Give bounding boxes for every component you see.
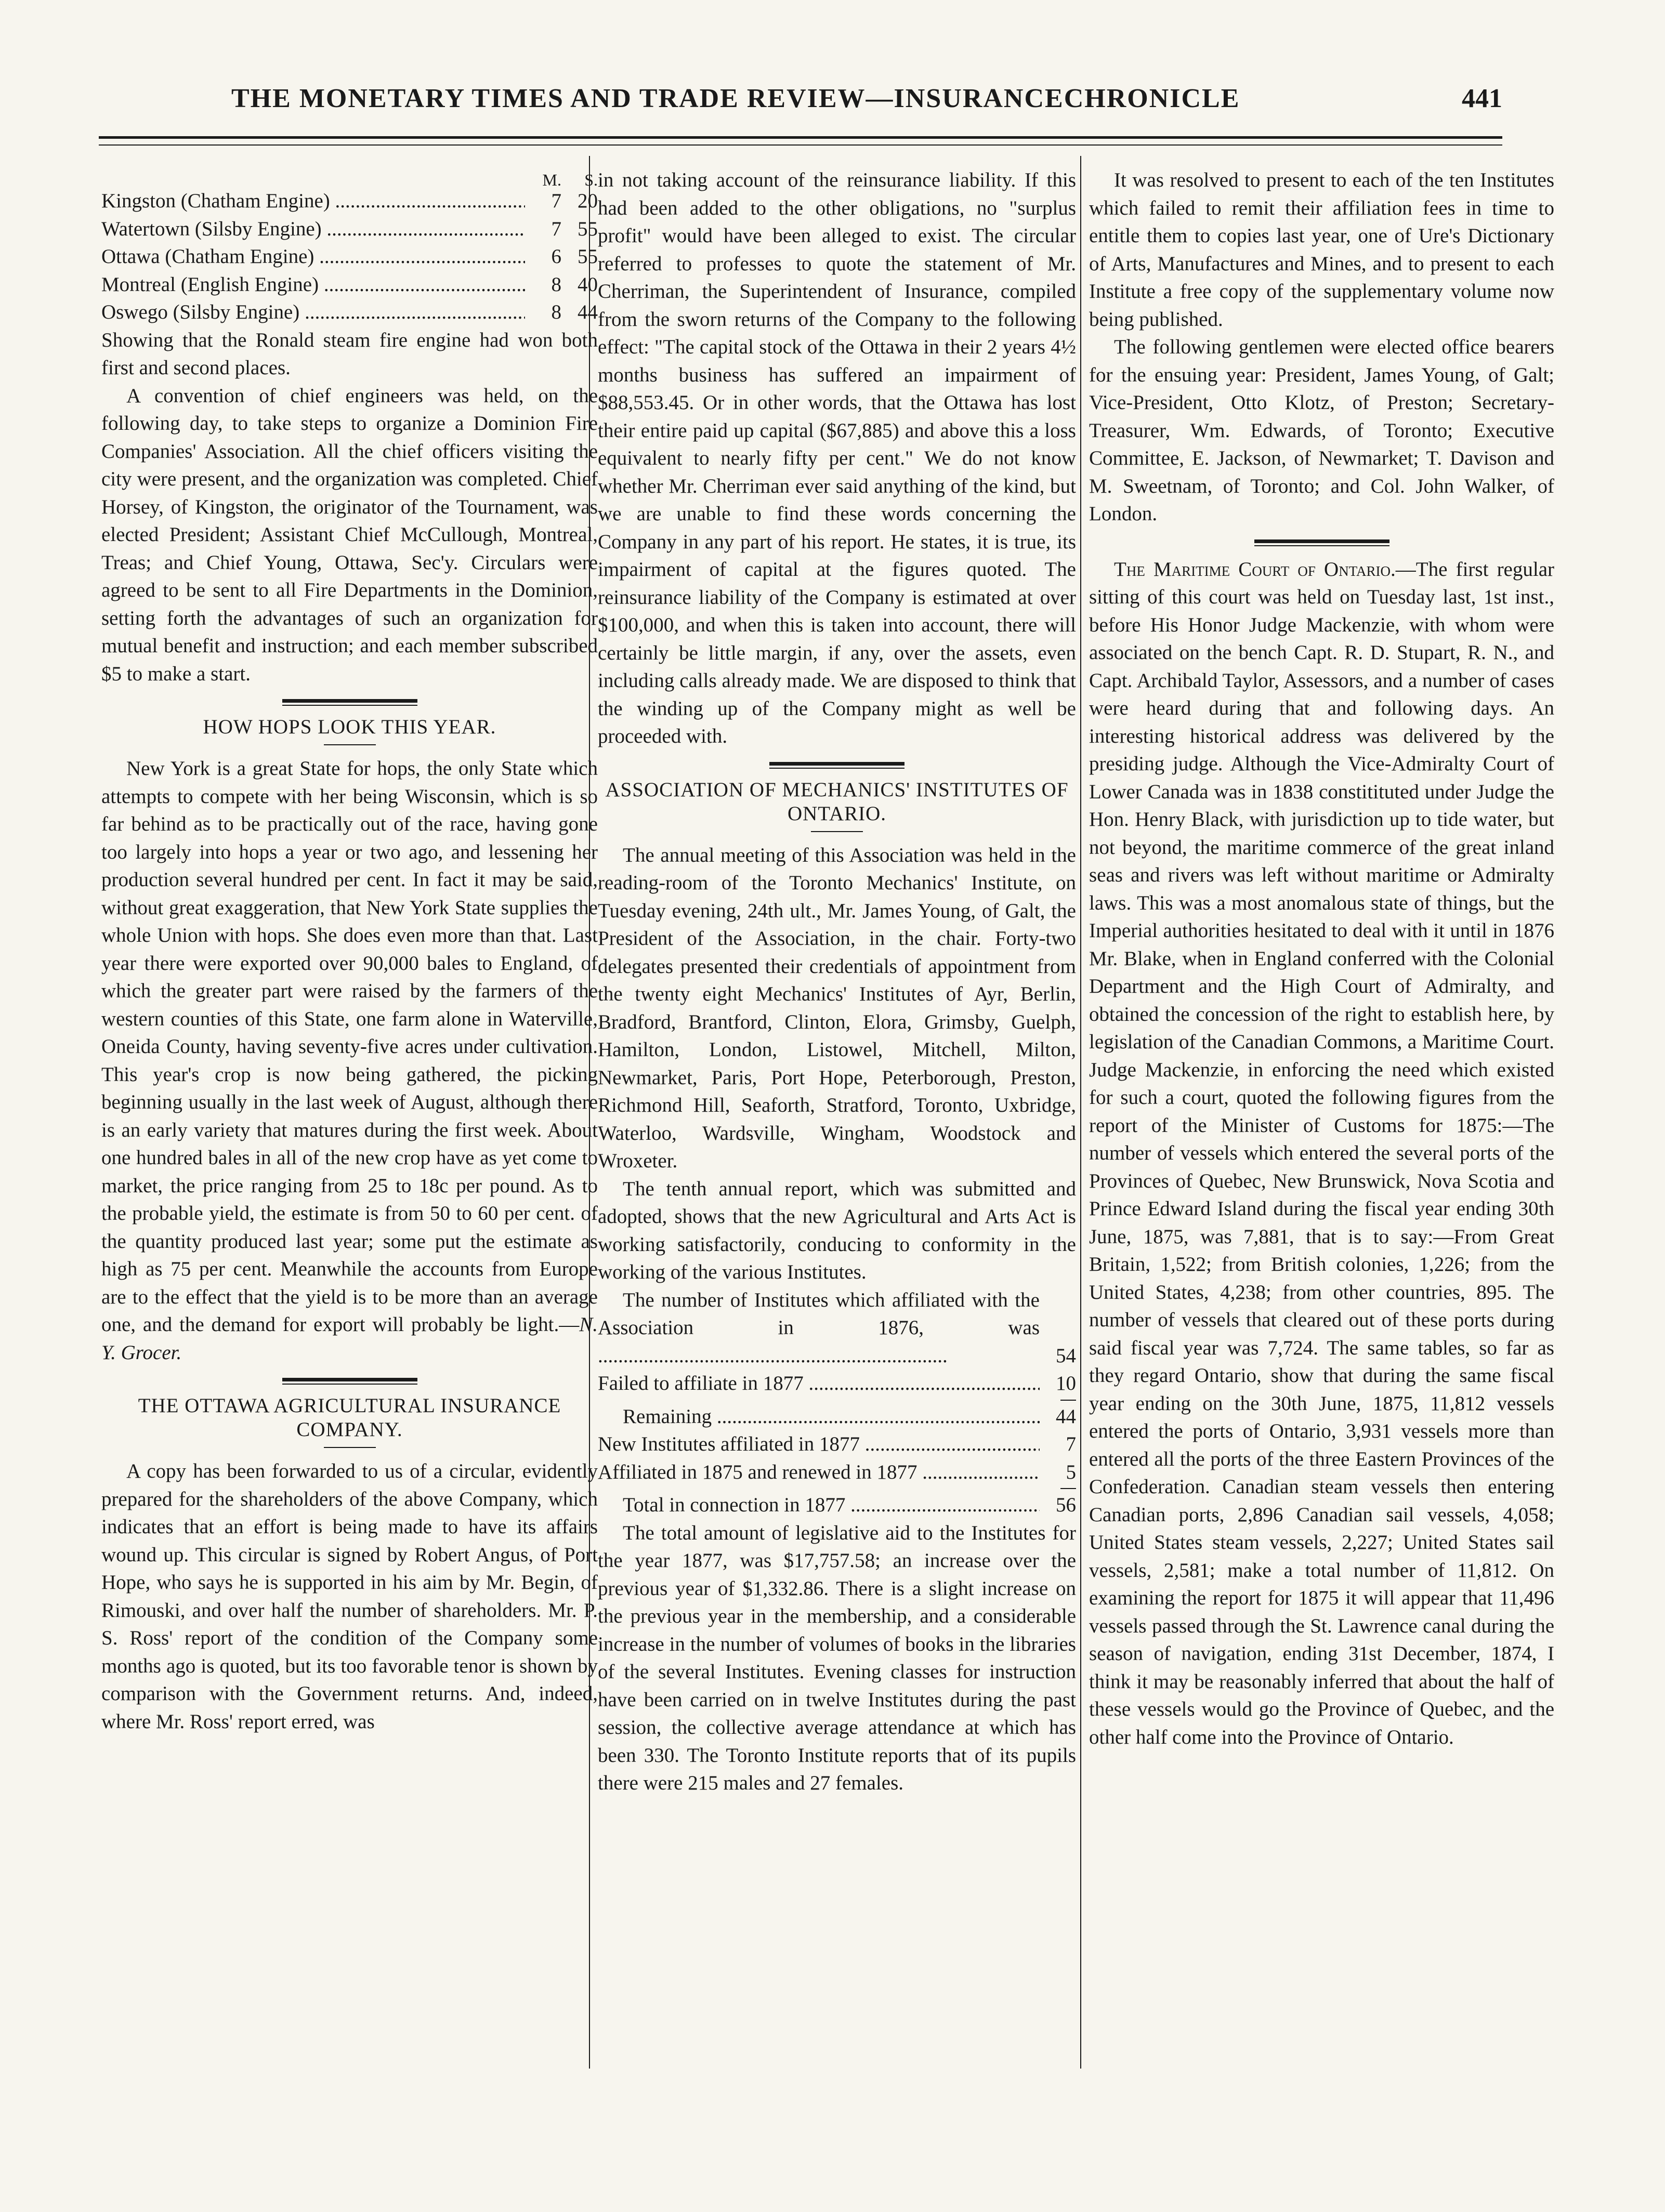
summary-label: Failed to affiliate in 1877 ..... bbox=[598, 1370, 1040, 1398]
heading-rule bbox=[811, 831, 863, 832]
times-row-minutes: 8 bbox=[551, 273, 561, 296]
paragraph: A copy has been forwarded to us of a circular, evidently prepared for the shareholders of the above Company, which indicates that an effort is being made to have its affairs wound up. This circular is signed by Robert Angus, of Port Hope, who says he is supported in his aim by Mr. Begin, of Rimouski, and over half the number of shareholders. Mr. P. S. Ross' report of the condition of the Company some months ago is quoted, but its too favorable tenor is shown by comparison with the Government returns. And, indeed, where Mr. Ross' report erred, was bbox=[101, 1460, 598, 1733]
masthead bbox=[104, 83, 1502, 120]
association-heading: ASSOCIATION OF MECHANICS' INSTITUTES OF ONTARIO. bbox=[605, 778, 1069, 825]
times-row-label: Montreal (English Engine) ..... bbox=[101, 271, 525, 299]
summary-value: 5 bbox=[1066, 1460, 1076, 1483]
summary-value: 7 bbox=[1066, 1433, 1076, 1455]
times-row bbox=[101, 215, 598, 243]
paragraph: in not taking account of the reinsurance liability. If this had been added to the other obligations, no "surplus profit" would have been alleged to exist. The circular referred to professes to quote the statement of Mr. Cherriman, the Superintendent of Insurance, compiled from the sworn returns of the Company to the following effect: "The capital stock of the Ottawa in their 2 years 4½ months business has suffered an impairment of $88,553.45. Or in other words, that the Ottawa has lost their entire paid up capital ($67,885) and above this a loss equivalent to nearly fifty per cent." We do not know whether Mr. Cherriman ever said anything of the kind, but we are unable to find these words concerning the Company in any part of his report. He states, it is true, its impairment of capital at the figures quoted. The reinsurance liability of the Company is estimated at over $100,000, and when this is taken into account, there will certainly be little margin, if any, over the assets, even including calls already made. We are disposed to think that the winding up of the Company might as well be proceeded with. bbox=[598, 169, 1076, 747]
summary-value: 54 bbox=[1056, 1344, 1076, 1367]
summary-value: 56 bbox=[1056, 1494, 1076, 1516]
masthead-rule-thick bbox=[99, 136, 1502, 139]
hops-text: New York is a great State for hops, the only State which attempts to compete with her being Wisconsin, which is so far behind as to be practically out of the race, having gone too largely into hops a year or two ago, and lessening her production several hundred per cent. In fact it may be said, without great exaggeration, that New York State supplies the whole Union with hops. She does even more than that. Last year there were exported over 90,000 bales to England, of which the greater part were raised by the farmers of the western counties of this State, one farm alone in Waterville, Oneida County, having seventy-five acres under cultivation. This year's crop is now being gathered, the picking beginning usually in the last week of August, although there is an early variety that matures during the first week. About one hundred bales in all of the new crop have as yet come to market, the price ranging from 25 to 18c per pound. As to the probable yield, the estimate is from 50 to 60 per cent. of the quantity produced last year; some put the estimate as high as 75 per cent. Meanwhile the accounts from Europe are to the effect that the yield is to be more than an average one, and the demand for export will probably be light.— bbox=[101, 757, 598, 1336]
summary-row bbox=[598, 1491, 1076, 1519]
summary-row bbox=[598, 1458, 1076, 1486]
section-separator bbox=[769, 762, 904, 769]
section-separator bbox=[282, 699, 417, 706]
summary-label: Affiliated in 1875 and renewed in 1877 ..... bbox=[598, 1458, 1040, 1486]
summary-row bbox=[598, 1286, 1076, 1370]
section-separator bbox=[1254, 539, 1389, 546]
summary-rule bbox=[1060, 1488, 1076, 1489]
summary-label: New Institutes affiliated in 1877 ..... bbox=[598, 1430, 1040, 1458]
times-row-label: Kingston (Chatham Engine) ..... bbox=[101, 187, 525, 215]
summary-value: 44 bbox=[1056, 1405, 1076, 1428]
times-row-label: Ottawa (Chatham Engine) ..... bbox=[101, 243, 525, 271]
column-3 bbox=[1089, 166, 1554, 1751]
hops-heading: HOW HOPS LOOK THIS YEAR. bbox=[203, 716, 496, 738]
masthead-rule-thin bbox=[99, 144, 1502, 146]
paragraph: A convention of chief engineers was held, on the following day, to take steps to organize a Dominion Fire Companies' Association. All the chief officers visiting the city were present, and the organization was completed. Chief Horsey, of Kingston, the originator of the Tournament, was elected President; Assistant Chief McCullough, Montreal, Treas; and Chief Young, Ottawa, Sec'y. Circulars were agreed to be sent to all Fire Departments in the Dominion, setting forth the advantages of such an organization for mutual benefit and instruction; and each member subscribed $5 to make a start. bbox=[101, 384, 598, 685]
paragraph: The total amount of legislative aid to the Institutes for the year 1877, was $17,757.58; an increase over the previous year of $1,332.86. There is a slight increase on the previous year in the membership, and a considerable increase in the number of volumes of books in the libraries of the several Institutes. Evening classes for instruction have been carried on in twelve Institutes during the past session, the collective average attendance at which has been 330. The Toronto Institute reports that of its pupils there were 215 males and 27 females. bbox=[598, 1521, 1076, 1794]
column-2 bbox=[598, 166, 1076, 1797]
column-1 bbox=[101, 166, 598, 1735]
ottawa-heading: THE OTTAWA AGRICULTURAL INSURANCE COMPANY. bbox=[138, 1394, 561, 1441]
times-row-label: Oswego (Silsby Engine) ..... bbox=[101, 298, 525, 326]
paragraph: The following gentlemen were elected office bearers for the ensuing year: President, James Young, of Galt; Vice-President, Otto Klotz, of Preston; Secretary-Treasurer, Wm. Edwards, of Toronto; Executive Committee, E. Jackson, of Newmarket; T. Davison and M. Sweetnam, of Toronto; and Col. John Walker, of London. bbox=[1089, 336, 1554, 525]
times-row-minutes: 8 bbox=[551, 301, 561, 323]
summary-row bbox=[598, 1430, 1076, 1458]
paragraph: Showing that the Ronald steam fire engine had won both first and second places. bbox=[101, 328, 598, 379]
times-table bbox=[101, 187, 598, 326]
times-row-seconds: 55 bbox=[578, 217, 598, 240]
times-row bbox=[101, 271, 598, 299]
heading-rule bbox=[324, 744, 376, 745]
minutes-header: M. bbox=[542, 170, 561, 189]
paragraph bbox=[1089, 556, 1554, 1752]
times-table-header bbox=[101, 166, 598, 187]
times-row-seconds: 20 bbox=[578, 190, 598, 212]
times-row bbox=[101, 187, 598, 215]
times-row-minutes: 7 bbox=[551, 190, 561, 212]
times-row bbox=[101, 243, 598, 271]
column-divider-2 bbox=[1080, 156, 1081, 2069]
times-row-minutes: 7 bbox=[551, 217, 561, 240]
summary-label: Total in connection in 1877 ..... bbox=[623, 1491, 1040, 1519]
hops-source: N. Y. Grocer. bbox=[101, 1313, 598, 1364]
summary-rule bbox=[1060, 1400, 1076, 1401]
summary-row bbox=[598, 1370, 1076, 1398]
masthead-title: THE MONETARY TIMES AND TRADE REVIEW—INSURANCECHRONICLE bbox=[231, 84, 1240, 113]
paragraph bbox=[101, 755, 598, 1366]
paragraph: It was resolved to present to each of the ten Institutes which failed to remit their affiliation fees in time to entitle them to copies last year, one of Ure's Dictionary of Arts, Manufactures and Mines, and to present to each Institute a free copy of the supplementary volume now being published. bbox=[1089, 169, 1554, 331]
summary-label: The number of Institutes which affiliated with the Association in 1876, was ..... bbox=[598, 1286, 1040, 1370]
paragraph: The tenth annual report, which was submitted and adopted, shows that the new Agricultural and Arts Act is working satisfactorily, conducing to conformity in the working of the various Institutes. bbox=[598, 1177, 1076, 1283]
page-number: 441 bbox=[1462, 84, 1502, 113]
summary-label: Remaining ..... bbox=[623, 1403, 1040, 1431]
maritime-text: —The first regular sitting of this court was held on Tuesday last, 1st inst., before His Honor Judge Mackenzie, with whom were associated on the bench Capt. R. D. Stupart, R. N., and Capt. Archibald Taylor, Assessors, and a number of cases were heard during that and following days. An interesting historical address was delivered by the presiding judge. Although the Vice-Admiralty Court of Lower Canada was in 1838 constitituted under Judge the Hon. Henry Black, with jurisdiction up to tide water, but not beyond, the maritime commerce of the great inland seas and rivers was left without maritime or Admiralty laws. This was a most anomalous state of things, but the Imperial authorities hesitated to deal with it until in 1876 Mr. Blake, when in England conferred with the Colonial Department and the High Court of Admiralty, and obtained the concession of the right to establish here, by legislation of the Canadian Commons, a Maritime Court. Judge Mackenzie, in enforcing the need which existed for such a court, quoted the following figures from the report of the Minister of Customs for 1875:—The number of vessels which entered the several ports of the Provinces of Quebec, New Brunswick, Nova Scotia and Prince Edward Island during the fiscal year ending 30th June, 1875, was 7,881, that is to say:—From Great Britain, 1,522; from British colonies, 1,226; from the United States, 4,238; from other countries, 895. The number of vessels that cleared out of these ports during said fiscal year was 7,724. The same tables, so far as they regard Ontario, show that during the same fiscal year ending on the 30th June, 1875, 11,812 vessels entered the ports of Ontario, 3,931 vessels more than entered all the ports of the three Eastern Provinces of the Confederation. Canadian steam vessels then entering Canadian ports, 2,896 Canadian sail vessels, 4,058; United States steam vessels, 2,227; United States sail vessels, 2,581; make a total number of 11,812. On examining the report for 1875 it will appear that 11,496 vessels passed through the St. Lawrence canal during the season of navigation, ending 31st December, 1874, I think it may be reasonably inferred that about the half of these vessels would go the Province of Quebec, and the other half come into the Province of Ontario. bbox=[1089, 558, 1554, 1748]
times-row-label: Watertown (Silsby Engine) ..... bbox=[101, 215, 525, 243]
times-row bbox=[101, 298, 598, 326]
times-row-seconds: 40 bbox=[578, 273, 598, 296]
seconds-header: S. bbox=[584, 170, 598, 189]
times-row-seconds: 44 bbox=[578, 301, 598, 323]
section-separator bbox=[282, 1378, 417, 1385]
summary-value: 10 bbox=[1056, 1372, 1076, 1394]
institutes-summary bbox=[598, 1286, 1076, 1519]
paragraph: The annual meeting of this Association was held in the reading-room of the Toronto Mechanics' Institute, on Tuesday evening, 24th ult., Mr. James Young, of Galt, the President of the Association, in the chair. Forty-two delegates presented their credentials of appointment from the twenty eight Mechanics' Institutes of Ayr, Berlin, Bradford, Brantford, Clinton, Elora, Grimsby, Guelph, Hamilton, London, Listowel, Mitchell, Milton, Newmarket, Paris, Port Hope, Peterborough, Preston, Richmond Hill, Seaforth, Stratford, Toronto, Uxbridge, Waterloo, Wardsville, Wingham, Woodstock and Wroxeter. bbox=[598, 844, 1076, 1172]
times-row-minutes: 6 bbox=[551, 245, 561, 268]
maritime-lead: The Maritime Court of Ontario. bbox=[1114, 558, 1396, 581]
summary-row bbox=[598, 1403, 1076, 1431]
heading-rule bbox=[324, 1447, 376, 1448]
times-row-seconds: 55 bbox=[578, 245, 598, 268]
